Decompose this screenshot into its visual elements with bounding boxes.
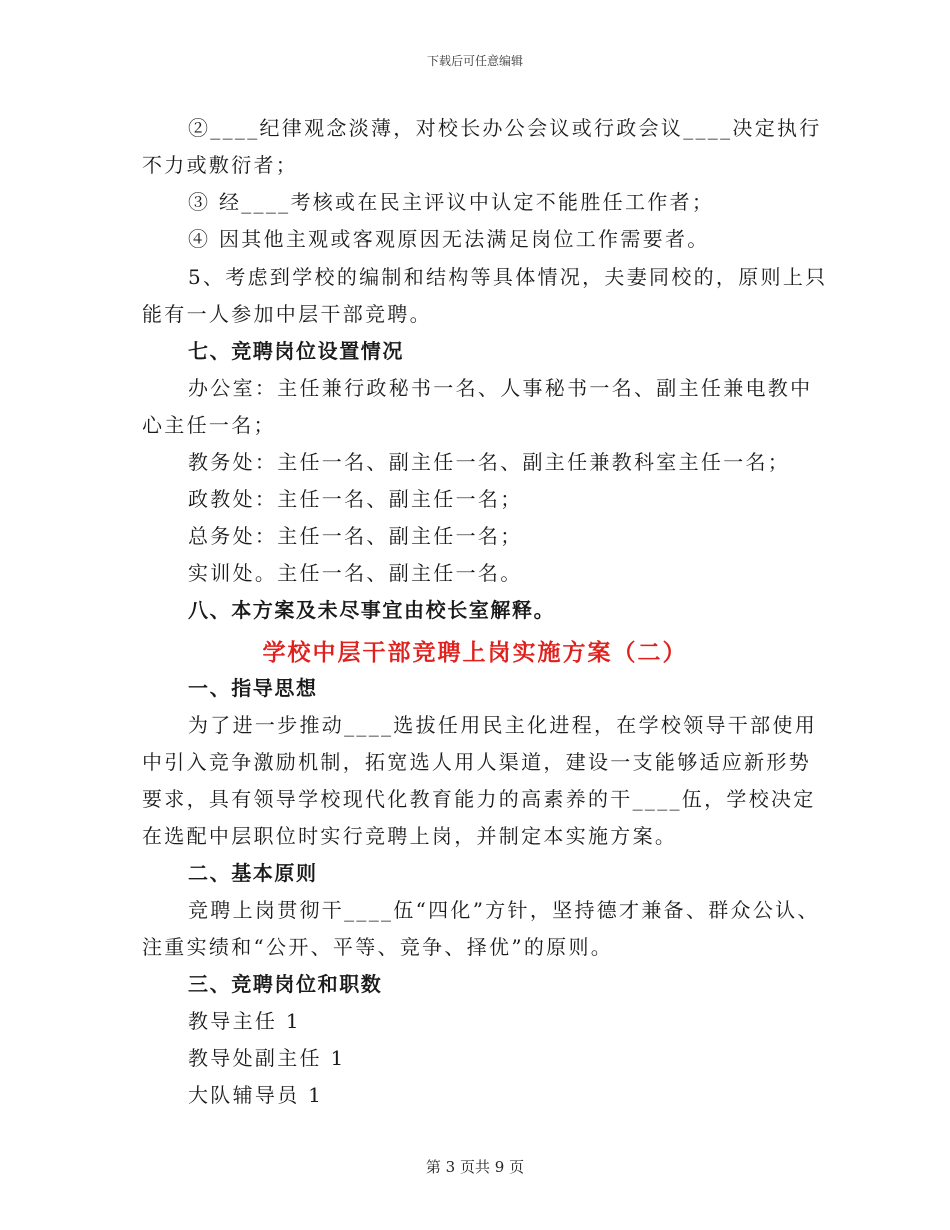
paragraph-line: 中引入竞争激励机制，拓宽选人用人渠道，建设一支能够适应新形势	[142, 750, 811, 774]
list-item: 教导主任 1	[188, 1009, 301, 1033]
page-footer: 第 3 页共 9 页	[425, 1158, 525, 1176]
list-item: 教导处副主任 1	[188, 1046, 346, 1070]
paragraph-line: 办公室：主任兼行政秘书一名、人事秘书一名、副主任兼电教中	[188, 376, 813, 400]
paragraph-line: 不力或敷衍者；	[142, 153, 299, 177]
paragraph-line: ③ 经____考核或在民主评议中认定不能胜任工作者；	[188, 190, 715, 214]
paragraph-line: 能有一人参加中层干部竞聘。	[142, 302, 432, 326]
paragraph-line: 注重实绩和“公开、平等、竞争、择优”的原则。	[142, 935, 614, 959]
list-item: 大队辅导员 1	[188, 1083, 324, 1107]
paragraph-line: 总务处：主任一名、副主任一名；	[188, 524, 523, 548]
section-heading: 七、竞聘岗位设置情况	[188, 339, 404, 363]
page-header: 下载后可任意编辑	[426, 54, 523, 68]
section-heading: 二、基本原则	[188, 861, 318, 885]
paragraph-line: 政教处：主任一名、副主任一名；	[188, 487, 523, 511]
paragraph-line: 竞聘上岗贯彻干____伍“四化”方针，坚持德才兼备、群众公认、	[188, 898, 820, 922]
section-heading: 三、竞聘岗位和职数	[188, 972, 383, 996]
paragraph-line: 为了进一步推动____选拔任用民主化进程，在学校领导干部使用	[188, 713, 817, 737]
section-heading: 一、指导思想	[188, 676, 318, 700]
paragraph-line: 实训处。主任一名、副主任一名。	[188, 561, 523, 585]
document-title: 学校中层干部竞聘上岗实施方案（二）	[262, 640, 688, 666]
section-heading: 八、本方案及未尽事宜由校长室解释。	[188, 598, 556, 622]
paragraph-line: 教务处：主任一名、副主任一名、副主任兼教科室主任一名；	[188, 450, 791, 474]
paragraph-line: 心主任一名；	[142, 413, 276, 437]
paragraph-line: ②____纪律观念淡薄，对校长办公会议或行政会议____决定执行	[188, 116, 822, 140]
paragraph-line: ④ 因其他主观或客观原因无法满足岗位工作需要者。	[188, 227, 710, 251]
paragraph-line: 在选配中层职位时实行竞聘上岗，并制定本实施方案。	[142, 824, 678, 848]
paragraph-line: 要求，具有领导学校现代化教育能力的高素养的干____伍，学校决定	[142, 787, 816, 811]
paragraph-line: 5、考虑到学校的编制和结构等具体情况，夫妻同校的，原则上只	[188, 265, 828, 289]
